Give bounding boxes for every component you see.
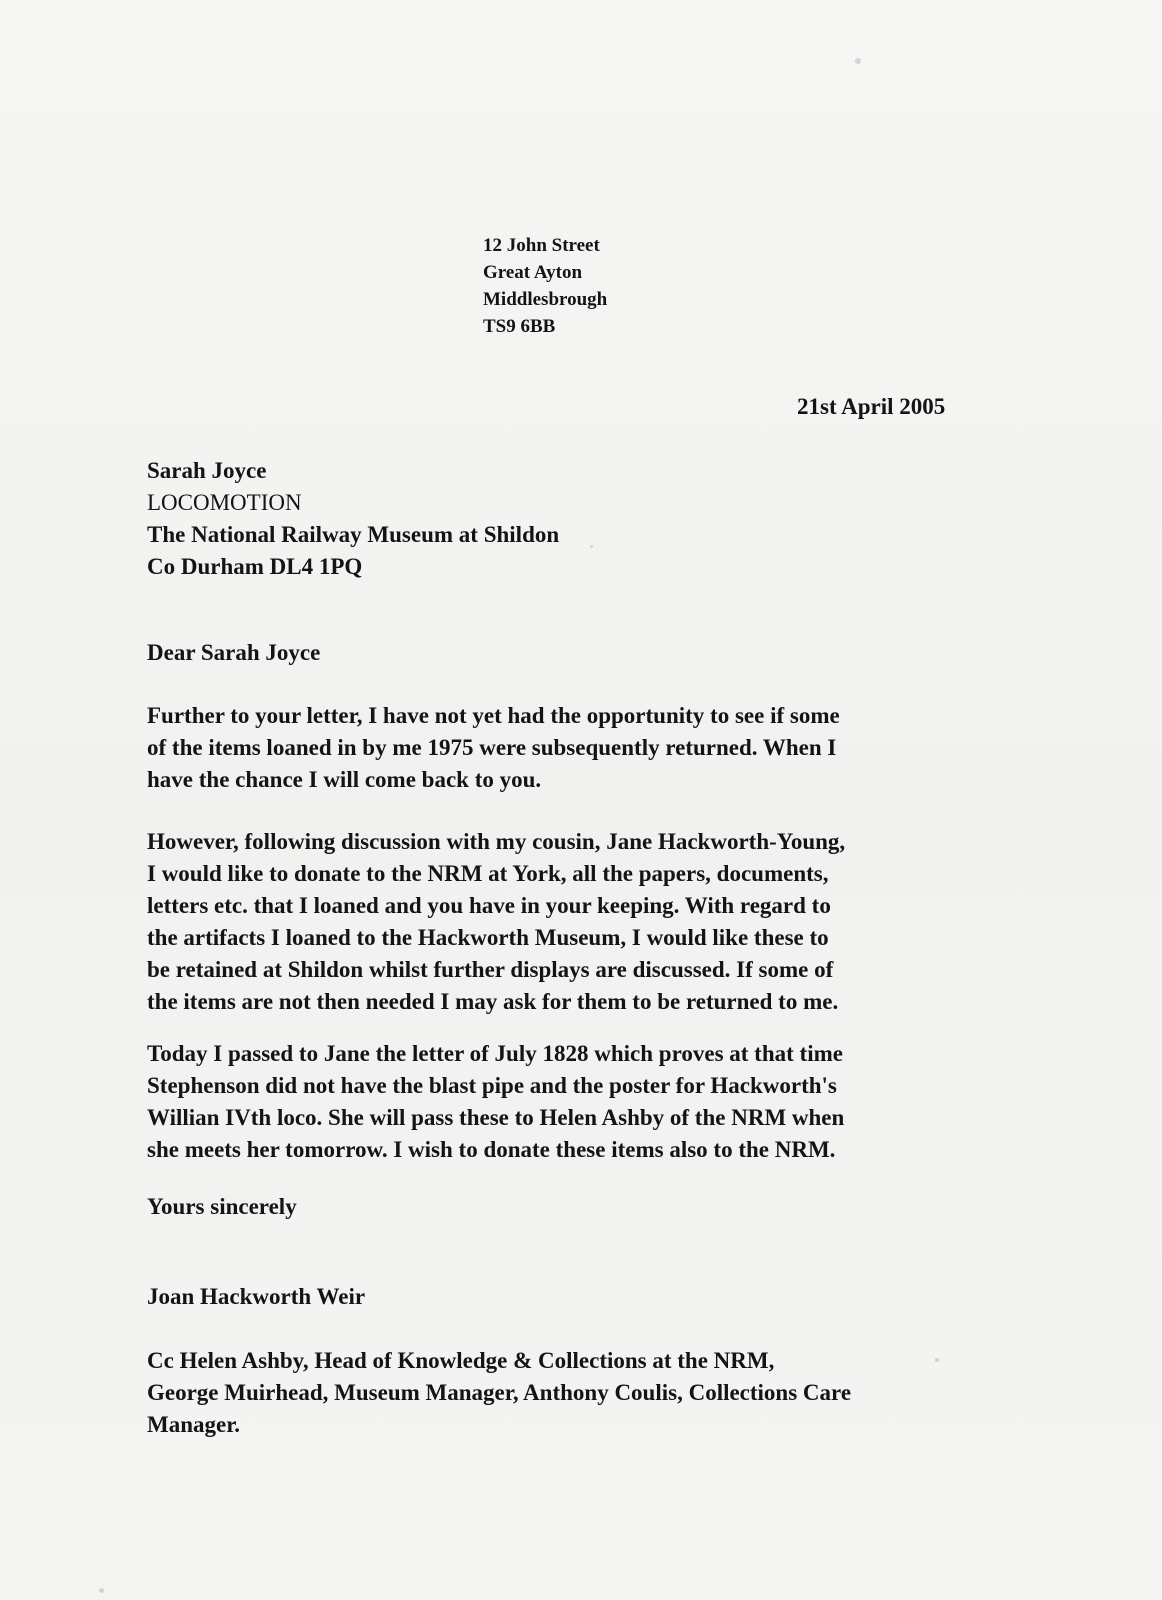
- paragraph-line: the artifacts I loaned to the Hackworth Museum, I would like these to: [147, 925, 829, 950]
- recipient-name: Sarah Joyce: [147, 458, 267, 483]
- cc-line: Cc Helen Ashby, Head of Knowledge & Collections at the NRM,: [147, 1348, 775, 1373]
- recipient-organization: LOCOMOTION: [147, 490, 302, 515]
- paragraph-line: she meets her tomorrow. I wish to donate these items also to the NRM.: [147, 1137, 836, 1162]
- recipient-institution: The National Railway Museum at Shildon: [147, 522, 560, 547]
- paragraph-line: letters etc. that I loaned and you have in your keeping. With regard to: [147, 893, 831, 918]
- address-line-city: Middlesbrough: [483, 289, 608, 310]
- signature-name: Joan Hackworth Weir: [147, 1284, 366, 1309]
- body-paragraph: [147, 826, 967, 1018]
- paragraph-line: Stephenson did not have the blast pipe and the poster for Hackworth's: [147, 1073, 837, 1098]
- paragraph-line: Willian IVth loco. She will pass these to Helen Ashby of the NRM when: [147, 1105, 845, 1130]
- sender-address: [483, 232, 607, 340]
- closing: Yours sincerely: [147, 1194, 297, 1219]
- paper-speck: [855, 58, 861, 64]
- body-paragraph: [147, 700, 967, 796]
- paragraph-line: Today I passed to Jane the letter of July 1828 which proves at that time: [147, 1041, 843, 1066]
- paper-speck: [99, 1588, 104, 1593]
- paragraph-line: However, following discussion with my cousin, Jane Hackworth-Young,: [147, 829, 846, 854]
- paragraph-line: of the items loaned in by me 1975 were subsequently returned. When I: [147, 735, 837, 760]
- address-line-postcode: TS9 6BB: [483, 316, 556, 337]
- paragraph-line: be retained at Shildon whilst further displays are discussed. If some of: [147, 957, 834, 982]
- paragraph-line: the items are not then needed I may ask for them to be returned to me.: [147, 989, 839, 1014]
- paragraph-line: I would like to donate to the NRM at York, all the papers, documents,: [147, 861, 829, 886]
- letter-date: 21st April 2005: [797, 394, 946, 419]
- cc-line: Manager.: [147, 1412, 241, 1437]
- address-line-town: Great Ayton: [483, 262, 583, 283]
- salutation: Dear Sarah Joyce: [147, 640, 321, 665]
- paper-speck: [590, 545, 593, 548]
- recipient-location: Co Durham DL4 1PQ: [147, 554, 363, 579]
- cc-list: [147, 1345, 851, 1441]
- body-paragraph: [147, 1038, 967, 1166]
- recipient-block: [147, 455, 559, 583]
- paragraph-line: Further to your letter, I have not yet had the opportunity to see if some: [147, 703, 840, 728]
- cc-line: George Muirhead, Museum Manager, Anthony Coulis, Collections Care: [147, 1380, 852, 1405]
- paper-speck: [935, 1358, 939, 1362]
- address-line-street: 12 John Street: [483, 235, 600, 256]
- paragraph-line: have the chance I will come back to you.: [147, 767, 542, 792]
